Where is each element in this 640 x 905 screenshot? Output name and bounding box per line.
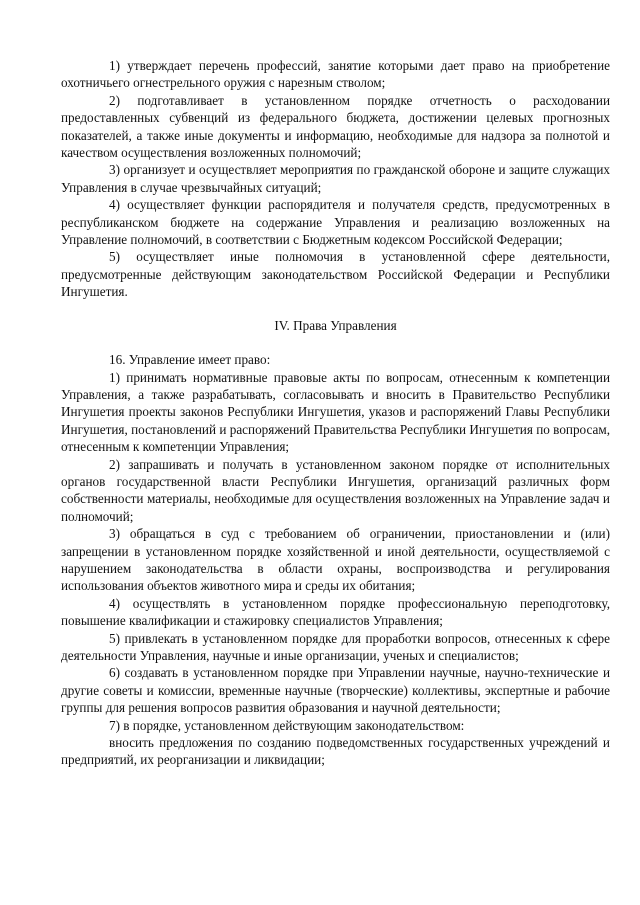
paragraph: 4) осуществлять в установленном порядке профессиональную переподготовку, повышение квалификации и стажировку специалистов Управления; xyxy=(61,595,610,629)
paragraph: 7) в порядке, установленном действующим законодательством: xyxy=(109,717,465,733)
paragraph: 6) создавать в установленном порядке при Управлении научные, научно-технические и другие советы и комиссии, временные научные (творческие) коллективы, экспертные и рабочие группы для решения вопросов развития образования и научной деятельности; xyxy=(61,665,610,716)
paragraph: 1) принимать нормативные правовые акты по вопросам, отнесенным к компетенции Управления, а также разрабатывать, согласовывать и вносить в Правительство Республики Ингушетия проекты законов Республики Ингушетия, указов и распоряжений Главы Республики Ингушетия, постановлений и распоряжений Правительства Республики Ингушетия по вопросам, отнесенным к компетенции Управления; xyxy=(61,369,610,455)
paragraph: 5) привлекать в установленном порядке для проработки вопросов, отнесенных к сфере деятельности Управления, научные и иные организации, ученых и специалистов; xyxy=(61,630,610,663)
paragraph: 2) запрашивать и получать в установленном законом порядке от исполнительных органов государственной власти Республики Ингушетия, организаций различных форм собственности материалы, необходимые для осуществления возложенных на Управление задач и полномочий; xyxy=(61,456,610,524)
paragraph: 3) обращаться в суд с требованием об ограничении, приостановлении и (или) запрещении в установленном порядке хозяйственной и иной деятельности, осуществляемой с нарушением законодательства в области охраны, воспроизводства и регулирования использования объектов животного мира и среды их обитания; xyxy=(61,526,610,594)
paragraph: 4) осуществляет функции распорядителя и получателя средств, предусмотренных в республиканском бюджете на содержание Управления и реализацию возложенных на Управление полномочий, в соответствии с Бюджетным кодексом Российской Федерации; xyxy=(61,197,610,248)
paragraph: вносить предложения по созданию подведомственных государственных учреждений и предприятий, их реорганизации и ликвидации; xyxy=(61,735,610,768)
paragraph: 5) осуществляет иные полномочия в установленной сфере деятельности, предусмотренные действующим законодательством Российской Федерации и Республики Ингушетия. xyxy=(61,249,610,300)
paragraph: 1) утверждает перечень профессий, занятие которыми дает право на приобретение охотничьего огнестрельного оружия с нарезным стволом; xyxy=(61,58,610,91)
paragraph: 16. Управление имеет право: xyxy=(109,352,271,368)
paragraph: 2) подготавливает в установленном порядке отчетность о расходовании предоставленных субвенций из федерального бюджета, достижении целевых прогнозных показателей, а также иные документы и информацию, необходимые для надзора за полнотой и качеством осуществления возложенных полномочий; xyxy=(61,92,610,161)
paragraph: 3) организует и осуществляет мероприятия по гражданской обороне и защите служащих Управления в случае чрезвычайных ситуаций; xyxy=(61,162,610,195)
section-heading: IV. Права Управления xyxy=(274,317,397,333)
